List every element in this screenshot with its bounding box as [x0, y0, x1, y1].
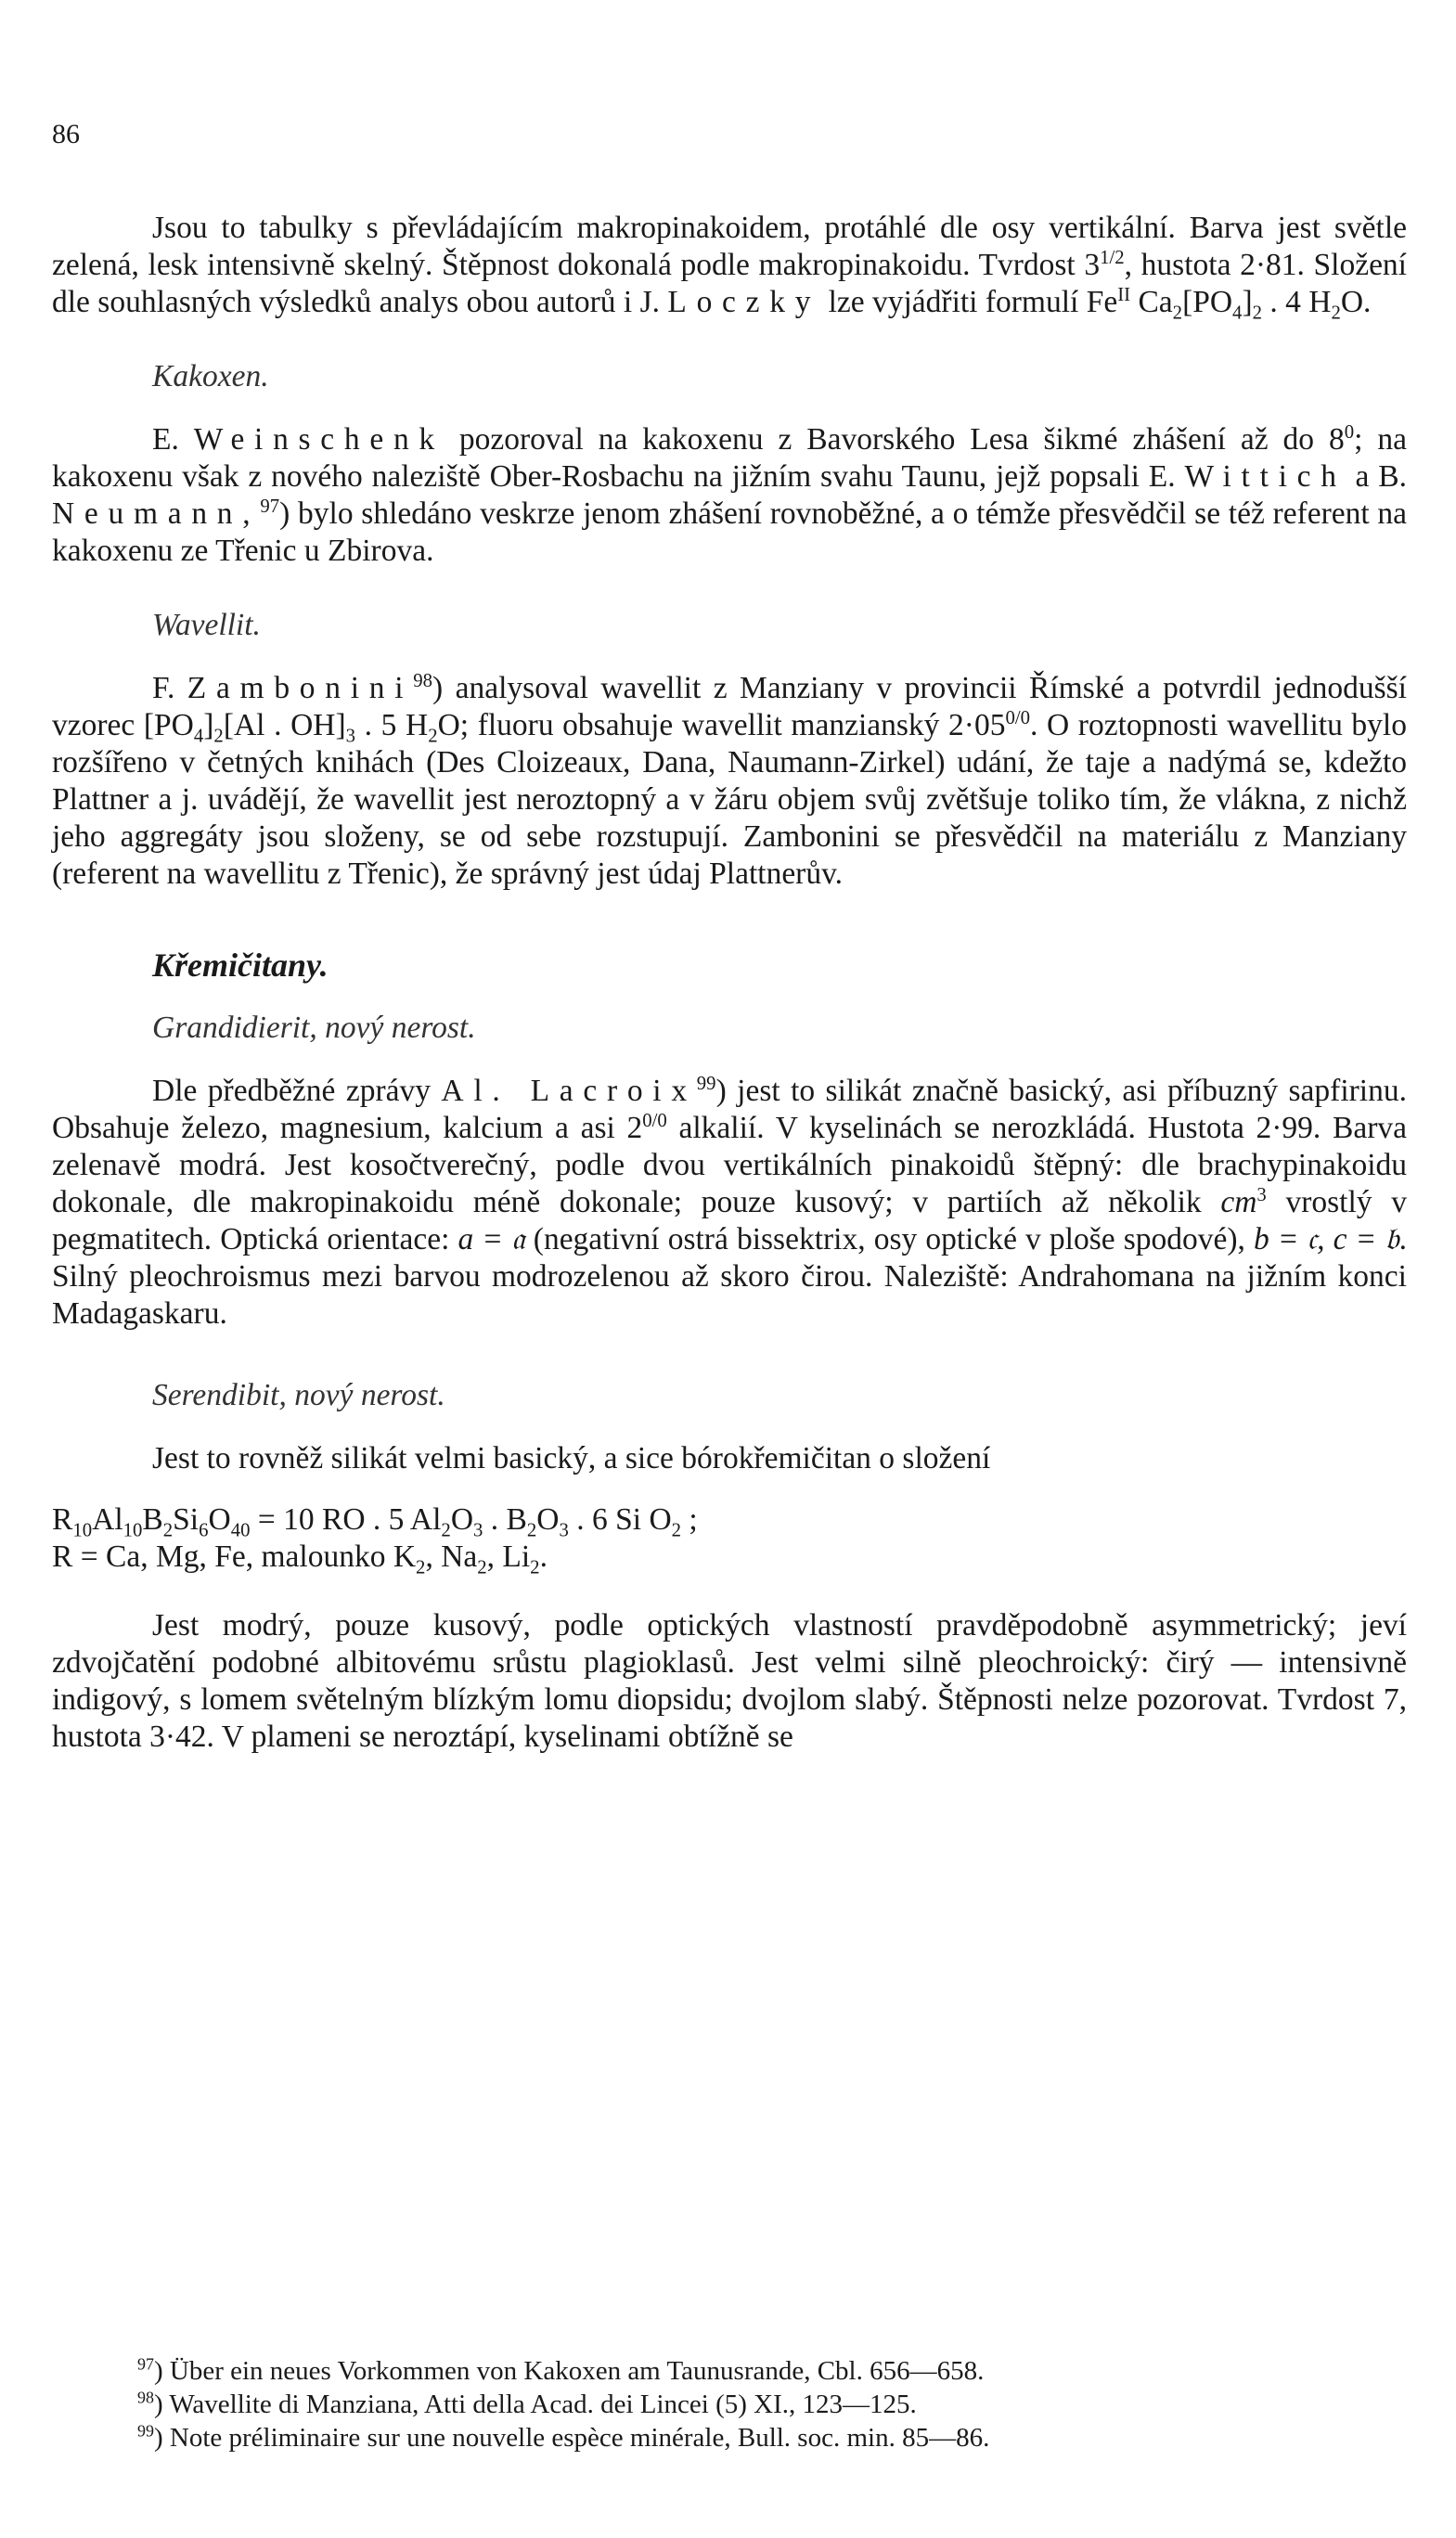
author-name: Neumann,: [52, 496, 261, 531]
footnote-99: $^{99}$) Note préliminaire sur une nouvelle espèce minérale, Bull. soc. min. 85—86.: [137, 2421, 990, 2453]
footnote-98: $^{98}$) Wavellite di Manziana, Atti della Acad. dei Lincei (5) XI., 123—125.: [137, 2388, 917, 2419]
page-body: [52, 210, 1407, 1756]
heading-serendibit: Serendibit, nový nerost.: [152, 1378, 445, 1412]
paragraph-serendibit-intro: Jest to rovněž silikát velmi basický, a sice bórokřemičitan o složení: [152, 1441, 991, 1475]
paragraph-wavellit: F. Zambonini$^{98}$) analysoval wavellit z Manziany v provincii Římské a potvrdil jednodušší vzorec $[PO_4]_2[Al$ . $OH]_3$ . 5 $H_2O$; fluoru obsahuje wavellit manzianský $2\cdot 05^{0/0}$. O roztopnosti wavellitu bylo rozšířeno v četných knihách (Des Cloizeaux, Dana, Naumann-Zirkel) udání, že taje a nadýmá se, kdežto Plattner a j. uvádějí, že wavellit jest neroztopný a v žáru objem svůj zvětšuje toliko tím, že vlákna, z nichž jeho aggregáty jsou složeny, se od sebe rozstupují. Zambonini se přesvědčil na materiálu z Manziany (referent na wavellitu z Třenic), že správný jest údaj Plattnerův.: [52, 669, 1407, 891]
heading-wavellit: Wavellit.: [152, 608, 261, 642]
footnote-ref: 99: [696, 1072, 716, 1094]
paragraph-1: Jsou to tabulky s převládajícím makropinakoidem, protáhlé dle osy vertikální. Barva jest světle zelená, lesk intensivně skelný. Štěpnost dokonalá podle makropinakoidu. Tvrdost $3^{1/2}$, hustota 2·81. Složení dle souhlasných výsledků analys obou autorů i J. Loczky lze vyjádřiti formulí $Fe^{II}$ $Ca_2[PO_4]_2$ . 4 $H_2O$.: [52, 211, 1407, 324]
footnote-ref: 98: [413, 669, 433, 691]
footnote-ref: 97: [260, 495, 280, 517]
paragraph-kakoxen: E. Weinschenk pozoroval na kakoxenu z Bavorského Lesa šikmé zhášení až do $8^0$; na kakoxenu však z nového naleziště Ober-Rosbachu na jižním svahu Taunu, jejž popsali E. Wittich a B. Neumann,$^{97}$) bylo shledáno veskrze jenom zhášení rovnoběžné, a o témže přesvědčil se též referent na kakoxenu ze Třenic u Zbirova.: [52, 420, 1408, 568]
page-number: 86: [52, 119, 80, 149]
heading-grandidierit: Grandidierit, nový nerost.: [152, 1011, 476, 1045]
heading-kakoxen: Kakoxen.: [152, 359, 269, 393]
footnote-97: $^{97}$) Über ein neues Vorkommen von Kakoxen am Taunusrande, Cbl. 656—658.: [137, 2354, 985, 2386]
paragraph-serendibit: Jest modrý, pouze kusový, podle optických vlastností pravděpodobně asymmetrický; jeví zdvojčatění podobné albitovému srůstu plagioklasů. Jest velmi silně pleochroický: čirý — intensivně indigový, s lomem světelným blízkým lomu diopsidu; dvojlom slabý. Štěpnosti nelze pozorovat. Tvrdost 7, hustota 3·42. V plameni se neroztápí, kyselinami obtížně se: [52, 1608, 1407, 1754]
formula-serendibit: $R_{10}Al_{10}B_2Si_6O_{40} = 10$ RO . 5 $Al_2O_3$ . $B_2O_3$ . 6 Si $O_2$ ;: [52, 1502, 698, 1541]
formula-serendibit-r: R = Ca, Mg, Fe, malounko $K_2$, $Na_2$, $Li_2$.: [52, 1540, 548, 1578]
paragraph-grandidierit: Dle předběžné zprávy Al. Lacroix$^{99}$) jest to silikát značně basický, asi příbuzný sapfirinu. Obsahuje železo, magnesium, kalcium a asi $2^{0/0}$ alkalií. V kyselinách se nerozkládá. Hustota 2·99. Barva zelenavě modrá. Jest kosočtverečný, podle dvou vertikálních pinakoidů štěpný: dle brachypinakoidu dokonale, dle makropinakoidu méně dokonale; pouze kusový; v partiích až několik $cm^3$ vrostlý v pegmatitech. Optická orientace: a = 𝔞 (negativní ostrá bissektrix, osy optické v ploše spodové), b = 𝔠, c = 𝔟. Silný pleochroismus mezi barvou modrozelenou až skoro čirou. Naleziště: Andrahomana na jižním konci Madagaskaru.: [52, 1072, 1407, 1331]
author-name: Weinschenk: [193, 422, 445, 457]
author-name: Wittich: [1184, 459, 1346, 494]
author-name: Al. Lacroix: [441, 1074, 697, 1108]
author-name: Zambonini: [187, 671, 414, 705]
heading-kremicitany: Křemičitany.: [152, 947, 329, 984]
author-name: Loczky: [667, 285, 821, 319]
